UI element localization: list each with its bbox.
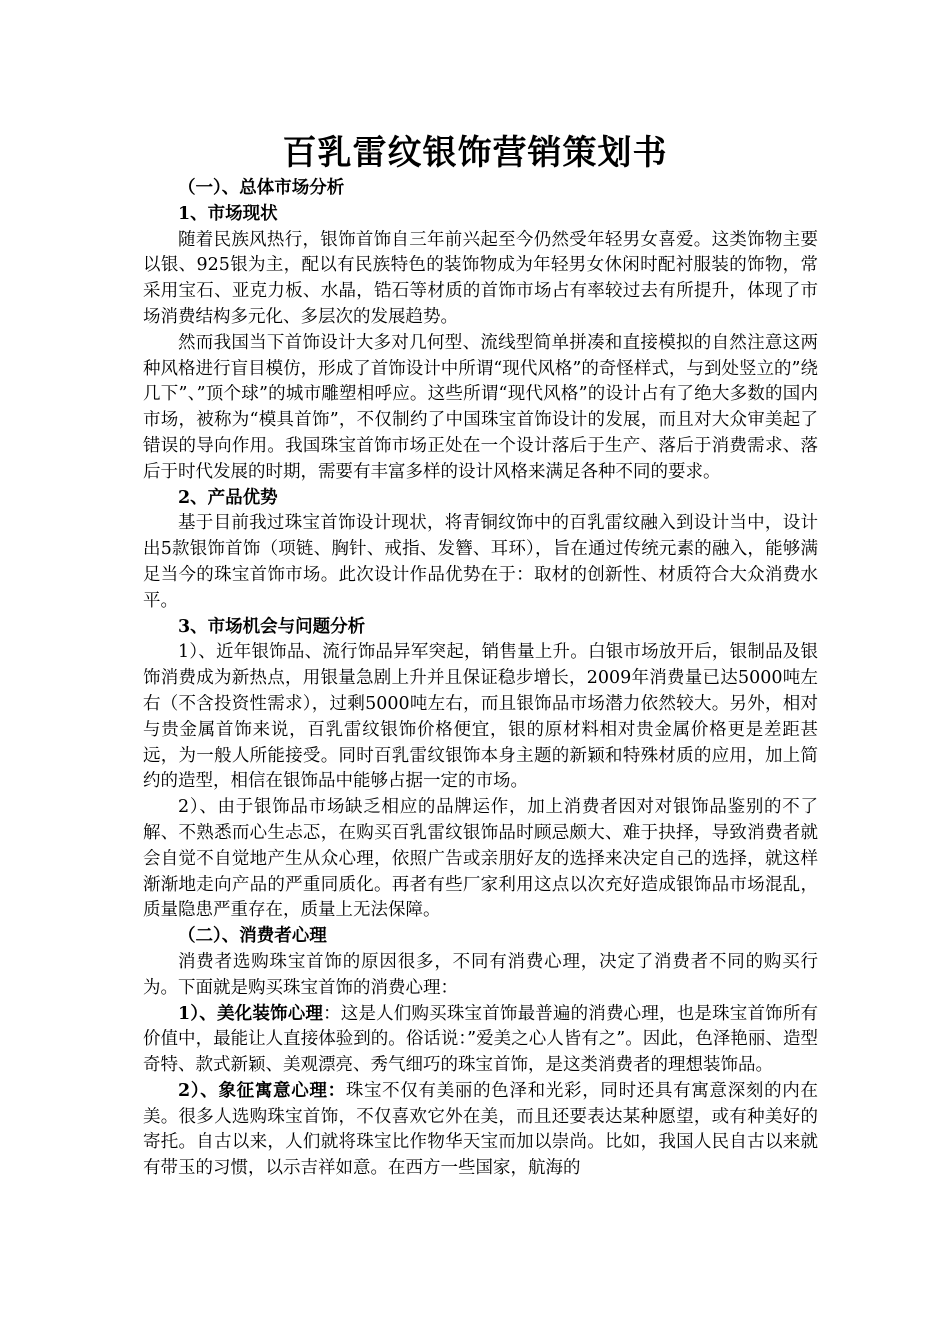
paragraph-text: ：这是人们购买珠宝首饰最普遍的消费心理，也是珠宝首饰所有价值中，最能让人直接体验到的。俗话说：”爱美之心人皆有之”。因此，色泽艳丽、造型奇特、款式新颖、美观漂亮、秀气细巧的珠宝首饰，是这类消费者的理想装饰品。: [143, 1003, 818, 1076]
paragraph: 1）、近年银饰品、流行饰品异军突起，销售量上升。白银市场放开后，银制品及银饰消费成为新热点，用银量急剧上升并且保证稳步增长，2009年消费量已达5000吨左右（不含投资性需求），过剩5000吨左右，而且银饰品市场潜力依然较大。另外，相对与贵金属首饰来说，百乳雷纹银饰价格便宜，银的原材料相对贵金属价格更是差距甚远，为一般人所能接受。同时百乳雷纹银饰本身主题的新颖和特殊材质的应用，加上简约的造型，相信在银饰品中能够占据一定的市场。: [143, 642, 818, 792]
paragraph: 然而我国当下首饰设计大多对几何型、流线型简单拼凑和直接模拟的自然注意这两种风格进行盲目模仿，形成了首饰设计中所谓“现代风格”的奇怪样式，与到处竖立的”绕几下”、”顶个球”的城市雕塑相呼应。这些所谓“现代风格”的设计占有了绝大多数的国内市场，被称为“模具首饰”，不仅制约了中国珠宝首饰设计的发展，而且对大众审美起了错误的导向作用。我国珠宝首饰市场正处在一个设计落后于生产、落后于消费需求、落后于时代发展的时期，需要有丰富多样的设计风格来满足各种不同的要求。: [143, 332, 818, 482]
paragraph: 随着民族风热行，银饰首饰自三年前兴起至今仍然受年轻男女喜爱。这类饰物主要以银、925银为主，配以有民族特色的装饰物成为年轻男女休闲时配衬服装的饰物，常采用宝石、亚克力板、水晶，锆石等材质的首饰市场占有率较过去有所提升，体现了市场消费结构多元化、多层次的发展趋势。: [143, 229, 818, 327]
paragraph-lead: 2）、象征寓意心理：: [178, 1080, 346, 1101]
paragraph: 消费者选购珠宝首饰的原因很多，不同有消费心理，决定了消费者不同的购买行为。下面就是购买珠宝首饰的消费心理：: [143, 951, 818, 998]
paragraph: 基于目前我过珠宝首饰设计现状，将青铜纹饰中的百乳雷纹融入到设计当中，设计出5款银饰首饰（项链、胸针、戒指、发簪、耳环），旨在通过传统元素的融入，能够满足当今的珠宝首饰市场。此次设计作品优势在于：取材的创新性、材质符合大众消费水平。: [143, 513, 818, 611]
lead-paragraph: [143, 1002, 818, 1079]
paragraph-lead: 1）、美化装饰心理: [178, 1003, 324, 1024]
document-title: 百乳雷纹银饰营销策划书: [282, 133, 668, 173]
paragraph-text: 珠宝不仅有美丽的色泽和光彩，同时还具有寓意深刻的内在美。很多人选购珠宝首饰，不仅喜欢它外在美，而且还要表达某种愿望，或有种美好的寄托。自古以来，人们就将珠宝比作物华天宝而加以崇尚。比如，我国人民自古以来就有带玉的习惯，以示吉祥如意。在西方一些国家，航海的: [143, 1080, 818, 1179]
document-body: [143, 176, 818, 1182]
subsection-heading: 3、市场机会与问题分析: [178, 616, 366, 637]
section-heading: （一）、总体市场分析: [178, 178, 345, 198]
paragraph: 2）、由于银饰品市场缺乏相应的品牌运作，加上消费者因对对银饰品鉴别的不了解、不熟悉而心生忐忑，在购买百乳雷纹银饰品时顾忌颇大、难于抉择，导致消费者就会自觉不自觉地产生从众心理，依照广告或亲朋好友的选择来决定自己的选择，就这样渐渐地走向产品的严重同质化。再者有些厂家利用这点以次充好造成银饰品市场混乱，质量隐患严重存在，质量上无法保障。: [143, 797, 818, 921]
lead-paragraph: [143, 1079, 818, 1182]
subsection-heading: 2、产品优势: [178, 487, 278, 508]
subsection-heading: 1、市场现状: [178, 203, 278, 224]
section-heading: （二）、消费者心理: [178, 926, 327, 947]
